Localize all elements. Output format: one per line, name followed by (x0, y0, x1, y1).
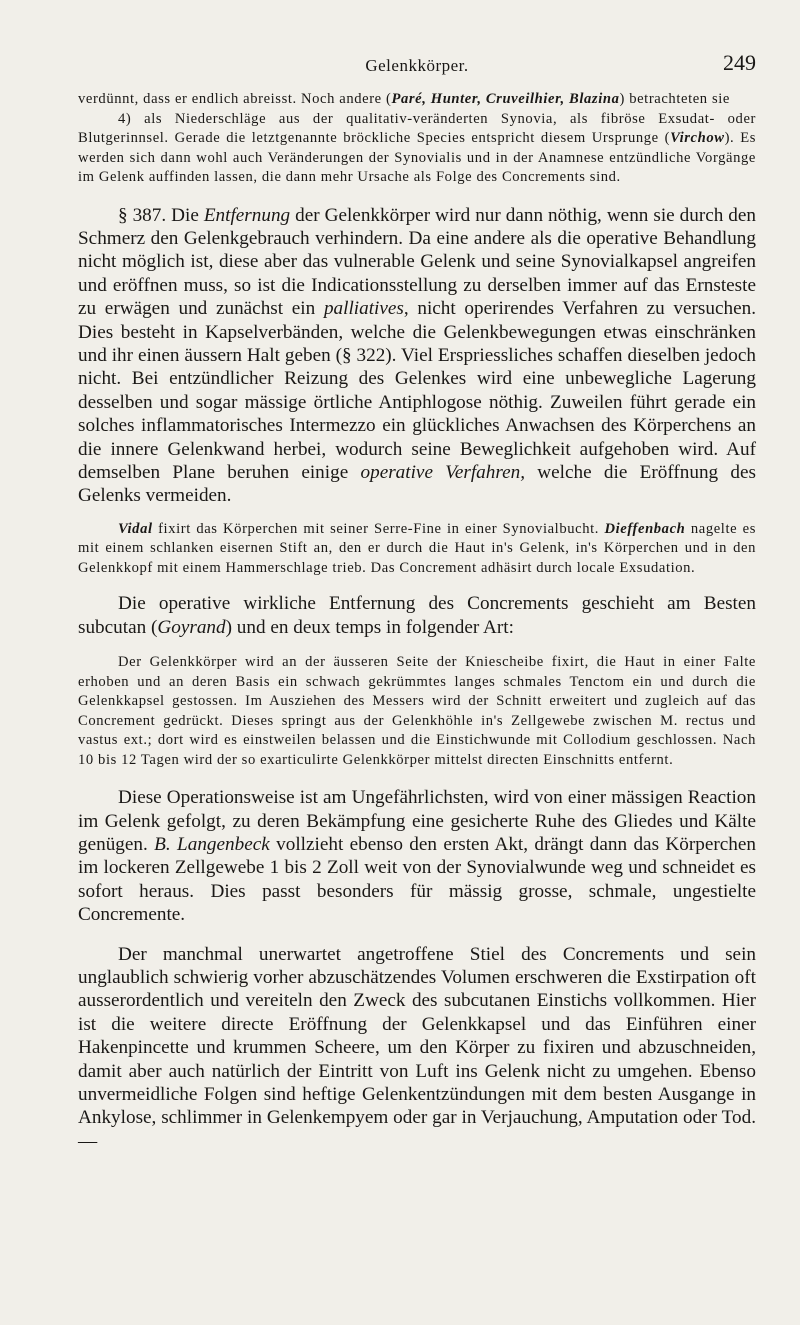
page-number: 249 (723, 50, 756, 75)
p4-author-2: Dieffenbach (604, 520, 686, 537)
p5-text-b: ) und en deux temps in folgender Art: (225, 616, 514, 638)
p1-text-b: ) betrachteten sie (619, 91, 730, 107)
paragraph-1 (78, 90, 756, 110)
paragraph-section-387 (78, 204, 756, 508)
p5-text-a: Die operative wirkliche Entfernung des Concrements geschieht am Besten subcutan ( (78, 593, 756, 638)
paragraph-4 (78, 520, 756, 579)
paragraph-5 (78, 592, 756, 639)
p4-text-b: nagelte es mit einem schlanken eisernen Stift an, den er durch die Haut in's Gelenk, in's Körperchen und in den Gelenkkopf mit einem Hammerschlage trieb. Das Concrement adhäsirt durch locale Exsudation. (78, 520, 756, 576)
p3-text-b: der Gelenkkörper wird nur dann nöthig, wenn sie durch den Schmerz den Gelenkgebrauch verhindern. Da eine andere als die operative Behandlung nicht möglich ist, diese aber das vulnerable Gelenk und seine Synovialkapsel angreifen und eröffnen muss, so ist die Indicationsstellung zu derselben immer auf das Ernsteste zu erwägen und zunächst ein (78, 204, 756, 320)
paragraph-6: Der Gelenkkörper wird an der äusseren Seite der Kniescheibe fixirt, die Haut in einer Falte erhoben und an deren Basis ein schwach gekrümmtes langes schmales Tenctom ein und durch die Gelenkkapsel gestossen. Im Ausziehen des Messers wird der Schnitt erweitert und zugleich auf das Concrement gedrückt. Dieses springt aus der Gelenkhöhle in's Zellgewebe zwischen M. rectus und vastus ext.; dort wird es einstweilen belassen und die Einstichwunde mit Collodium geschlossen. Nach 10 bis 12 Tagen wird der so exarticulirte Gelenkkörper mittelst directen Einschnitts entfernt. (78, 654, 756, 768)
p3-emphasis-2: palliatives (323, 298, 404, 320)
running-title: Gelenkkörper. (365, 56, 469, 75)
p2-author: Virchow (670, 130, 725, 146)
p2-text-b: ). Es werden sich dann wohl auch Veränderungen der Synovialis und in der Anamnese entzündliche Vorgänge im Gelenk auffinden lassen, die dann mehr Ursache als Folge des Concrements sind. (78, 130, 756, 185)
p3-text-d: welche die Eröffnung des Gelenks vermeiden. (78, 461, 756, 507)
p1-authors: Paré, Hunter, Cruveilhier, Blazina (391, 91, 620, 107)
p4-text-a: fixirt das Körperchen mit seiner Serre-Fine in einer Synovialbucht. (152, 520, 605, 537)
p3-emphasis-3: operative Verfahren, (360, 461, 525, 483)
p7-text-b: vollzieht ebenso den ersten Akt, drängt dann das Körperchen im lockeren Zellgewebe 1 bis 2 Zoll weit von der Synovialwunde weg und schneidet es sofort heraus. Dies passt besonders für mässig grosse, schmale, ungestielte Concremente. (78, 833, 756, 926)
p5-author: Goyrand (157, 616, 226, 638)
running-head (78, 50, 756, 90)
section-number: § 387. (118, 204, 167, 226)
paragraph-7 (78, 786, 756, 926)
p2-text-a: 4) als Niederschläge aus der qualitativ-veränderten Synovia, als fibröse Exsudat- oder Blutgerinnsel. Gerade die letztgenannte bröckliche Species entspricht diesem Ursprunge ( (78, 110, 756, 146)
p3-text-a: Die (166, 204, 204, 226)
p4-author-1: Vidal (118, 520, 153, 537)
p7-text-a: Diese Operationsweise ist am Ungefährlichsten, wird von einer mässigen Reaction im Gelenk gefolgt, zu deren Bekämpfung eine gesicherte Ruhe des Gliedes und Kälte genügen. (78, 787, 756, 855)
p7-author: B. Langenbeck (154, 833, 270, 855)
paragraph-8: Der manchmal unerwartet angetroffene Stiel des Concrements und sein unglaublich schwierig vorher abzuschätzendes Volumen erschweren die Exstirpation oft ausserordentlich und vereiteln den Zweck des subcutanen Einstichs vollkommen. Hier ist die weitere directe Eröffnung der Gelenkkapsel und das Einführen einer Hakenpincette und krummen Scheere, um den Körper zu fixiren und abzuschneiden, damit aber auch natürlich der Eintritt von Luft ins Gelenk nicht zu umgehen. Ebenso unvermeidliche Folgen sind heftige Gelenkentzündungen mit dem besten Ausgange in Ankylose, schlimmer in Gelenkempyem oder gar in Verjauchung, Amputation oder Tod. — (78, 943, 756, 1152)
p3-emphasis-1: Entfernung (203, 204, 291, 226)
p3-text-c: , nicht operirendes Verfahren zu versuchen. Dies besteht in Kapselverbänden, welche die Gelenkbewegungen etwas einschränken und ihr einen äussern Halt geben (§ 322). Viel Erspriessliches schaffen dieselben jedoch nicht. Bei entzündlicher Reizung des Gelenkes wird eine unbewegliche Lagerung desselben und sogar mässige örtliche Antiphlogose nöthig. Zuweilen führt gerade ein solches inflammatorisches Intermezzo ein glückliches Anwachsen des Körperchens an die innere Gelenkwand herbei, wodurch seine Beweglichkeit aufgehoben wird. Auf demselben Plane beruhen einige (78, 298, 756, 483)
p1-text-a: verdünnt, dass er endlich abreisst. Noch andere ( (78, 91, 392, 107)
paragraph-2 (78, 110, 756, 188)
